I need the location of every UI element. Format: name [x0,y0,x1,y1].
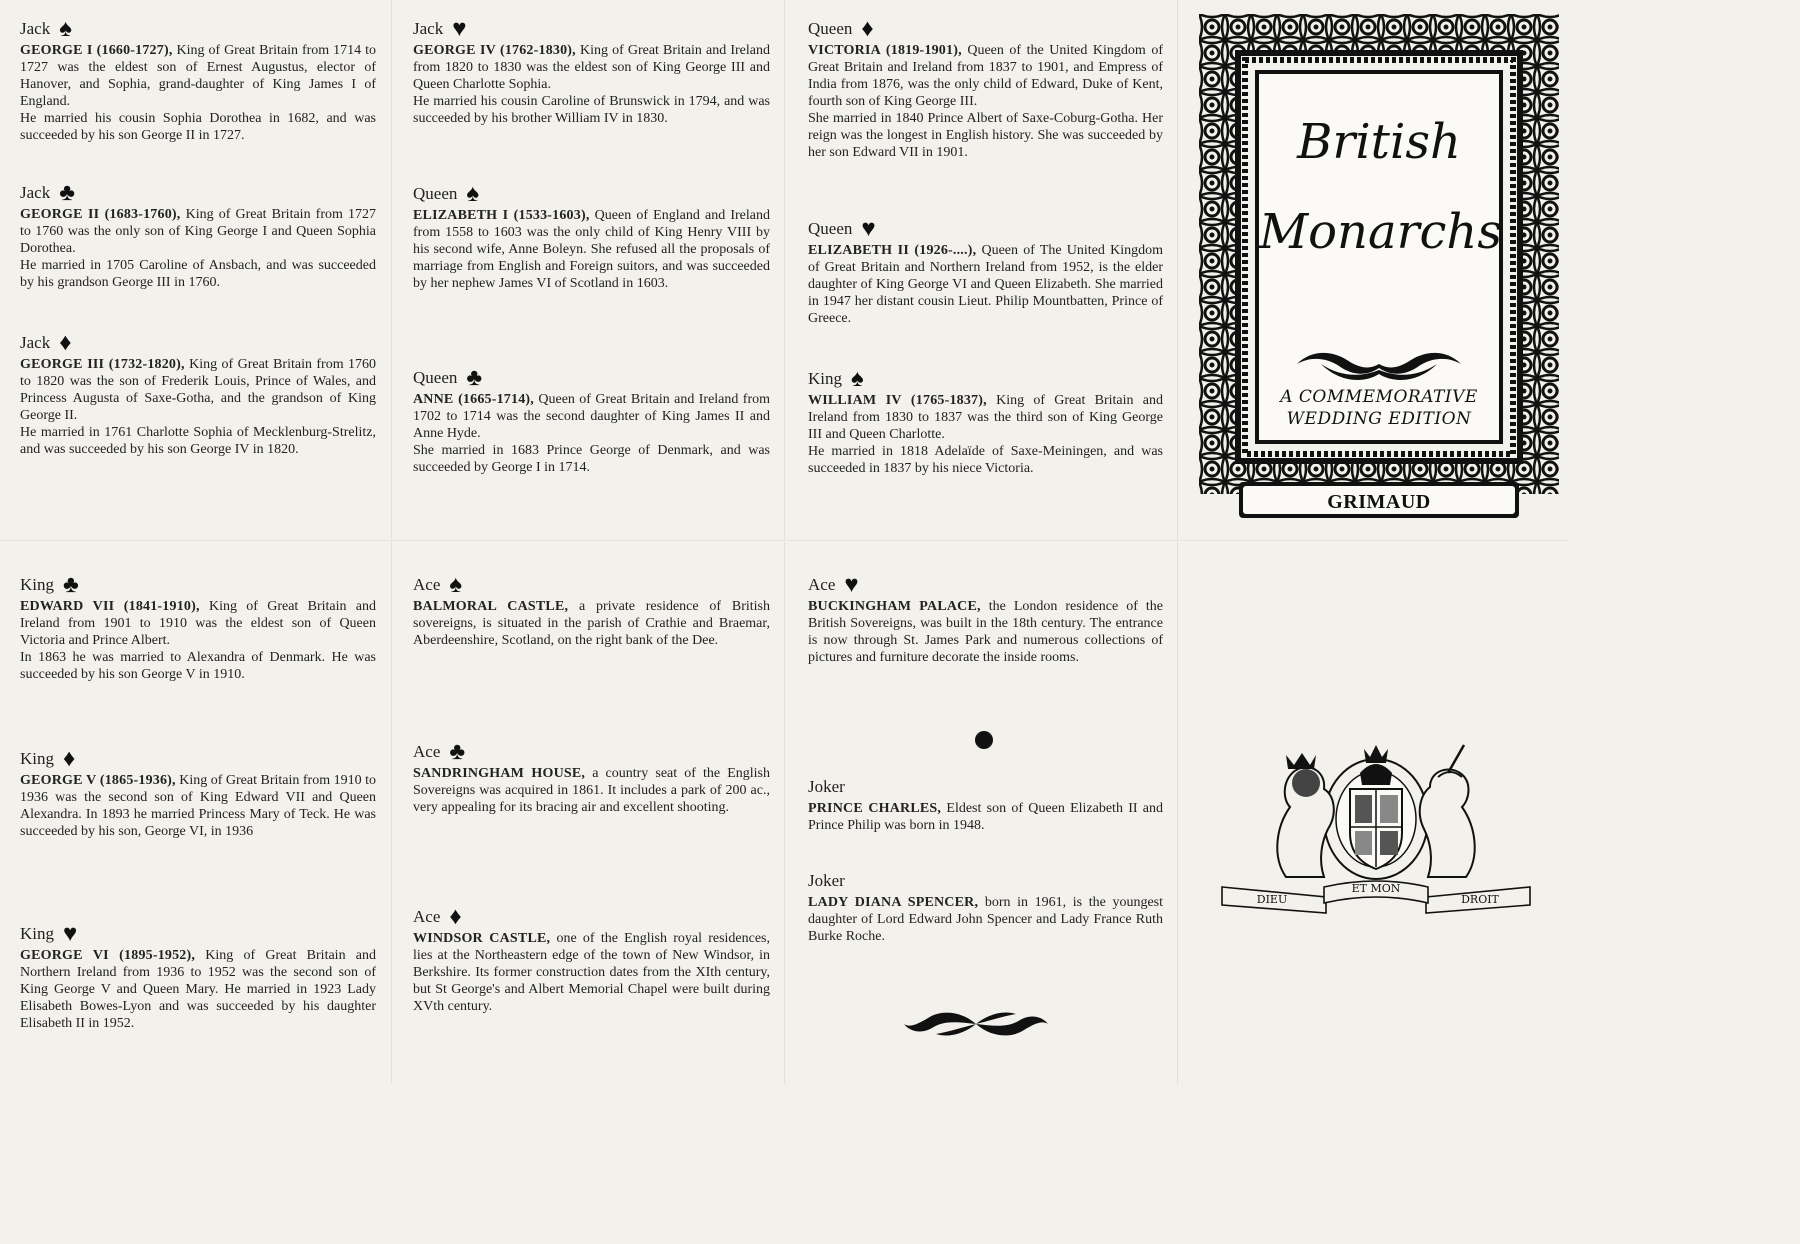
entry-queen-diamonds [808,18,1163,161]
entry-joker-2 [808,870,1163,945]
column-1 [0,0,392,1084]
monarch-name: GEORGE III (1732-1820), [20,357,185,372]
entry-jack-clubs [20,182,376,291]
club-icon: ♣ [466,365,483,391]
entry-text: King of Great Britain from 1727 to 1760 was the only son of King George I and Queen Sophia Dorothea. [20,207,376,256]
place-name: WINDSOR CASTLE, [413,931,551,946]
entry-queen-spades [413,183,770,292]
monarch-name: VICTORIA (1819-1901), [808,43,962,58]
entry-queen-hearts [808,218,1163,327]
entry-text-2: He married in 1761 Charlotte Sophia of Mecklenburg-Strelitz, and was succeeded by his son George IV in 1820. [20,425,376,457]
card-label: Ace ♥ [808,572,859,598]
club-icon: ♣ [449,739,466,765]
entry-jack-spades [20,18,376,144]
diamond-icon: ♦ [63,746,76,772]
entry-ace-clubs [413,741,770,816]
card-label: Jack ♣ [20,180,75,206]
entry-text: Eldest son of Queen Elizabeth II and Prince Philip was born in 1948. [808,801,1164,833]
card-label: Ace ♦ [413,904,462,930]
diamond-icon: ♦ [449,904,462,930]
heart-icon: ♥ [63,921,78,947]
monarch-name: GEORGE V (1865-1936), [20,773,176,788]
person-name: LADY DIANA SPENCER, [808,895,979,910]
entry-queen-clubs [413,367,770,476]
entry-jack-hearts [413,18,770,127]
entry-king-clubs [20,574,376,683]
svg-text:DIEU: DIEU [1256,893,1288,906]
entry-jack-diamonds [20,332,376,458]
heart-icon: ♥ [844,572,859,598]
monarch-name: WILLIAM IV (1765-1837), [808,393,987,408]
heart-icon: ♥ [861,216,876,242]
card-label: Ace ♣ [413,739,466,765]
entry-text-2: He married in 1818 Adelaïde of Saxe-Meiningen, and was succeeded in 1837 by his niece Victoria. [808,444,1163,476]
club-icon: ♣ [63,572,79,598]
monarch-name: ANNE (1665-1714), [413,392,534,407]
entry-text-2: She married in 1840 Prince Albert of Saxe-Coburg-Gotha. Her reign was the longest in English history. She was succeeded by her son Edward VII in 1901. [808,111,1163,160]
cover-title-2: Monarchs [1259,204,1502,260]
card-label: Queen ♥ [808,216,876,242]
monarch-name: GEORGE I (1660-1727), [20,43,173,58]
club-icon: ♣ [59,180,75,206]
entry-text: a private residence of British sovereigns, is situated in the parish of Crathie and Braemar, Aberdeenshire, Scotland, on the right bank of the Dee. [413,599,770,648]
card-label: King ♠ [808,366,864,392]
royal-coat-of-arms-icon [1216,737,1536,917]
place-name: BUCKINGHAM PALACE, [808,599,981,614]
monarch-name: EDWARD VII (1841-1910), [20,599,200,614]
diamond-icon: ♦ [861,16,874,42]
card-label: Jack ♦ [20,330,72,356]
place-name: SANDRINGHAM HOUSE, [413,766,586,781]
entry-ace-hearts [808,574,1163,666]
scroll-ornament-icon [900,1004,1052,1044]
spade-icon: ♠ [449,572,463,598]
cover-title-1: British [1297,114,1461,170]
entry-text-2: He married his cousin Sophia Dorothea in 1682, and was succeeded by his son George II in 1727. [20,111,376,143]
entry-joker-1 [808,776,1163,834]
diamond-icon: ♦ [59,330,72,356]
horizontal-fold-line [0,540,1568,542]
card-label: Queen ♦ [808,16,874,42]
entry-text-2: He married his cousin Caroline of Brunswick in 1794, and was succeeded by his brother William IV in 1830. [413,94,770,126]
entry-text: Queen of England and Ireland from 1558 to 1603 was the only child of King Henry VIII by his second wife, Anne Boleyn. She refused all the proposals of marriage from English and Foreign suitors, and was succeeded by her nephew James VI of Scotland in 1603. [413,208,770,291]
monarch-name: ELIZABETH I (1533-1603), [413,208,590,223]
entry-text: King of Great Britain and Ireland from 1830 to 1837 was the third son of King George III and Queen Charlotte. [808,393,1163,442]
entry-text: King of Great Britain and Ireland from 1820 to 1830 was the eldest son of King George III and Queen Charlotte Sophia. [413,43,770,92]
heart-icon: ♥ [452,16,467,42]
cover-panel [1199,14,1559,520]
entry-text-2: He married in 1705 Caroline of Ansbach, and was succeeded by his grandson George III in 1760. [20,258,376,290]
entry-text: a country seat of the English Sovereigns was acquired in 1861. It includes a park of 200 ac., very appealing for its bracing air and excellent shooting. [413,766,770,815]
brand-label: GRIMAUD [1327,491,1431,513]
spade-icon: ♠ [851,366,864,392]
card-label: Joker [808,777,845,796]
card-label: Queen ♠ [413,181,480,207]
entry-king-spades [808,368,1163,477]
entry-text: King of Great Britain from 1760 to 1820 was the son of Frederik Louis, Prince of Wales, and Princess Augusta of Saxe-Gotha, and the grandson of King George II. [20,357,376,423]
card-label: Jack ♠ [20,16,72,42]
entry-text: Queen of Great Britain and Ireland from 1702 to 1714 was the second daughter of King James II and Anne Hyde. [413,392,771,441]
entry-text: King of Great Britain from 1714 to 1727 was the eldest son of Ernest Augustus, elector of Hanover, and Sophia, grand-daughter of King James I of England. [20,43,376,109]
card-label: King ♥ [20,921,78,947]
svg-text:ET MON: ET MON [1351,882,1401,895]
entry-text: born in 1961, is the youngest daughter of Lord Edward John Spencer and Lady France Ruth Burke Roche. [808,895,1164,944]
entry-text: King of Great Britain from 1910 to 1936 was the second son of King Edward VII and Queen Alexandra. In 1893 he married Princess Mary of Teck. He was succeeded by his son, George VI, in 1936 [20,773,376,839]
entry-ace-spades [413,574,770,649]
svg-text:DROIT: DROIT [1461,893,1499,906]
monarch-name: GEORGE VI (1895-1952), [20,948,196,963]
entry-king-diamonds [20,748,376,840]
place-name: BALMORAL CASTLE, [413,599,569,614]
bullet-dot-icon [975,731,993,749]
person-name: PRINCE CHARLES, [808,801,942,816]
entry-text: Queen of The United Kingdom of Great Britain and Northern Ireland from 1952, is the elder daughter of King George VI and Queen Elizabeth. She married in 1947 her distant cousin Lieut. Philip Mountbatten, Prince of Greece. [808,243,1163,326]
entry-text-2: In 1863 he was married to Alexandra of Denmark. He was succeeded by his son George V in 1910. [20,650,376,682]
card-label: King ♦ [20,746,76,772]
entry-ace-diamonds [413,906,770,1015]
column-2 [393,0,785,1084]
fold-line [1177,0,1179,1084]
monarch-name: GEORGE II (1683-1760), [20,207,181,222]
card-label: Queen ♣ [413,365,483,391]
entry-text: King of Great Britain and Ireland from 1901 to 1910 was the eldest son of Queen Victoria and Prince Albert. [20,599,376,648]
spade-icon: ♠ [59,16,72,42]
entry-text: one of the English royal residences, lies at the Northeastern edge of the town of New Windsor, in Berkshire. Its former construction dates from the XIth century, but St George's and Albert Memorial Chapel were built during XVth century. [413,931,771,1014]
card-label: Joker [808,871,845,890]
entry-text: Queen of the United Kingdom of Great Britain and Ireland from 1837 to 1901, and Empress of India from 1876, was the only child of Edward, Duke of Kent, fourth son of King George III. [808,43,1163,109]
monarch-name: ELIZABETH II (1926-....), [808,243,977,258]
cover-subtitle-1: A COMMEMORATIVE [1280,387,1478,407]
spade-icon: ♠ [466,181,480,207]
card-label: Jack ♥ [413,16,467,42]
entry-text: the London residence of the British Sovereigns, was built in the 18th century. The entrance is now through St. James Park and numerous collections of pictures and furniture decorate the inside rooms. [808,599,1164,665]
card-label: Ace ♠ [413,572,463,598]
ornate-frame-icon [1199,14,1559,520]
column-3 [786,0,1178,1084]
entry-king-hearts [20,923,376,1032]
entry-text: King of Great Britain and Northern Ireland from 1936 to 1952 was the second son of King George V and Queen Mary. He married in 1923 Lady Elisabeth Bowes-Lyon and was succeeded by his daughter Elisabeth II in 1952. [20,948,376,1031]
card-label: King ♣ [20,572,79,598]
entry-text-2: She married in 1683 Prince George of Denmark, and was succeeded by George I in 1714. [413,443,770,475]
cover-subtitle-2: WEDDING EDITION [1286,409,1472,429]
monarch-name: GEORGE IV (1762-1830), [413,43,576,58]
